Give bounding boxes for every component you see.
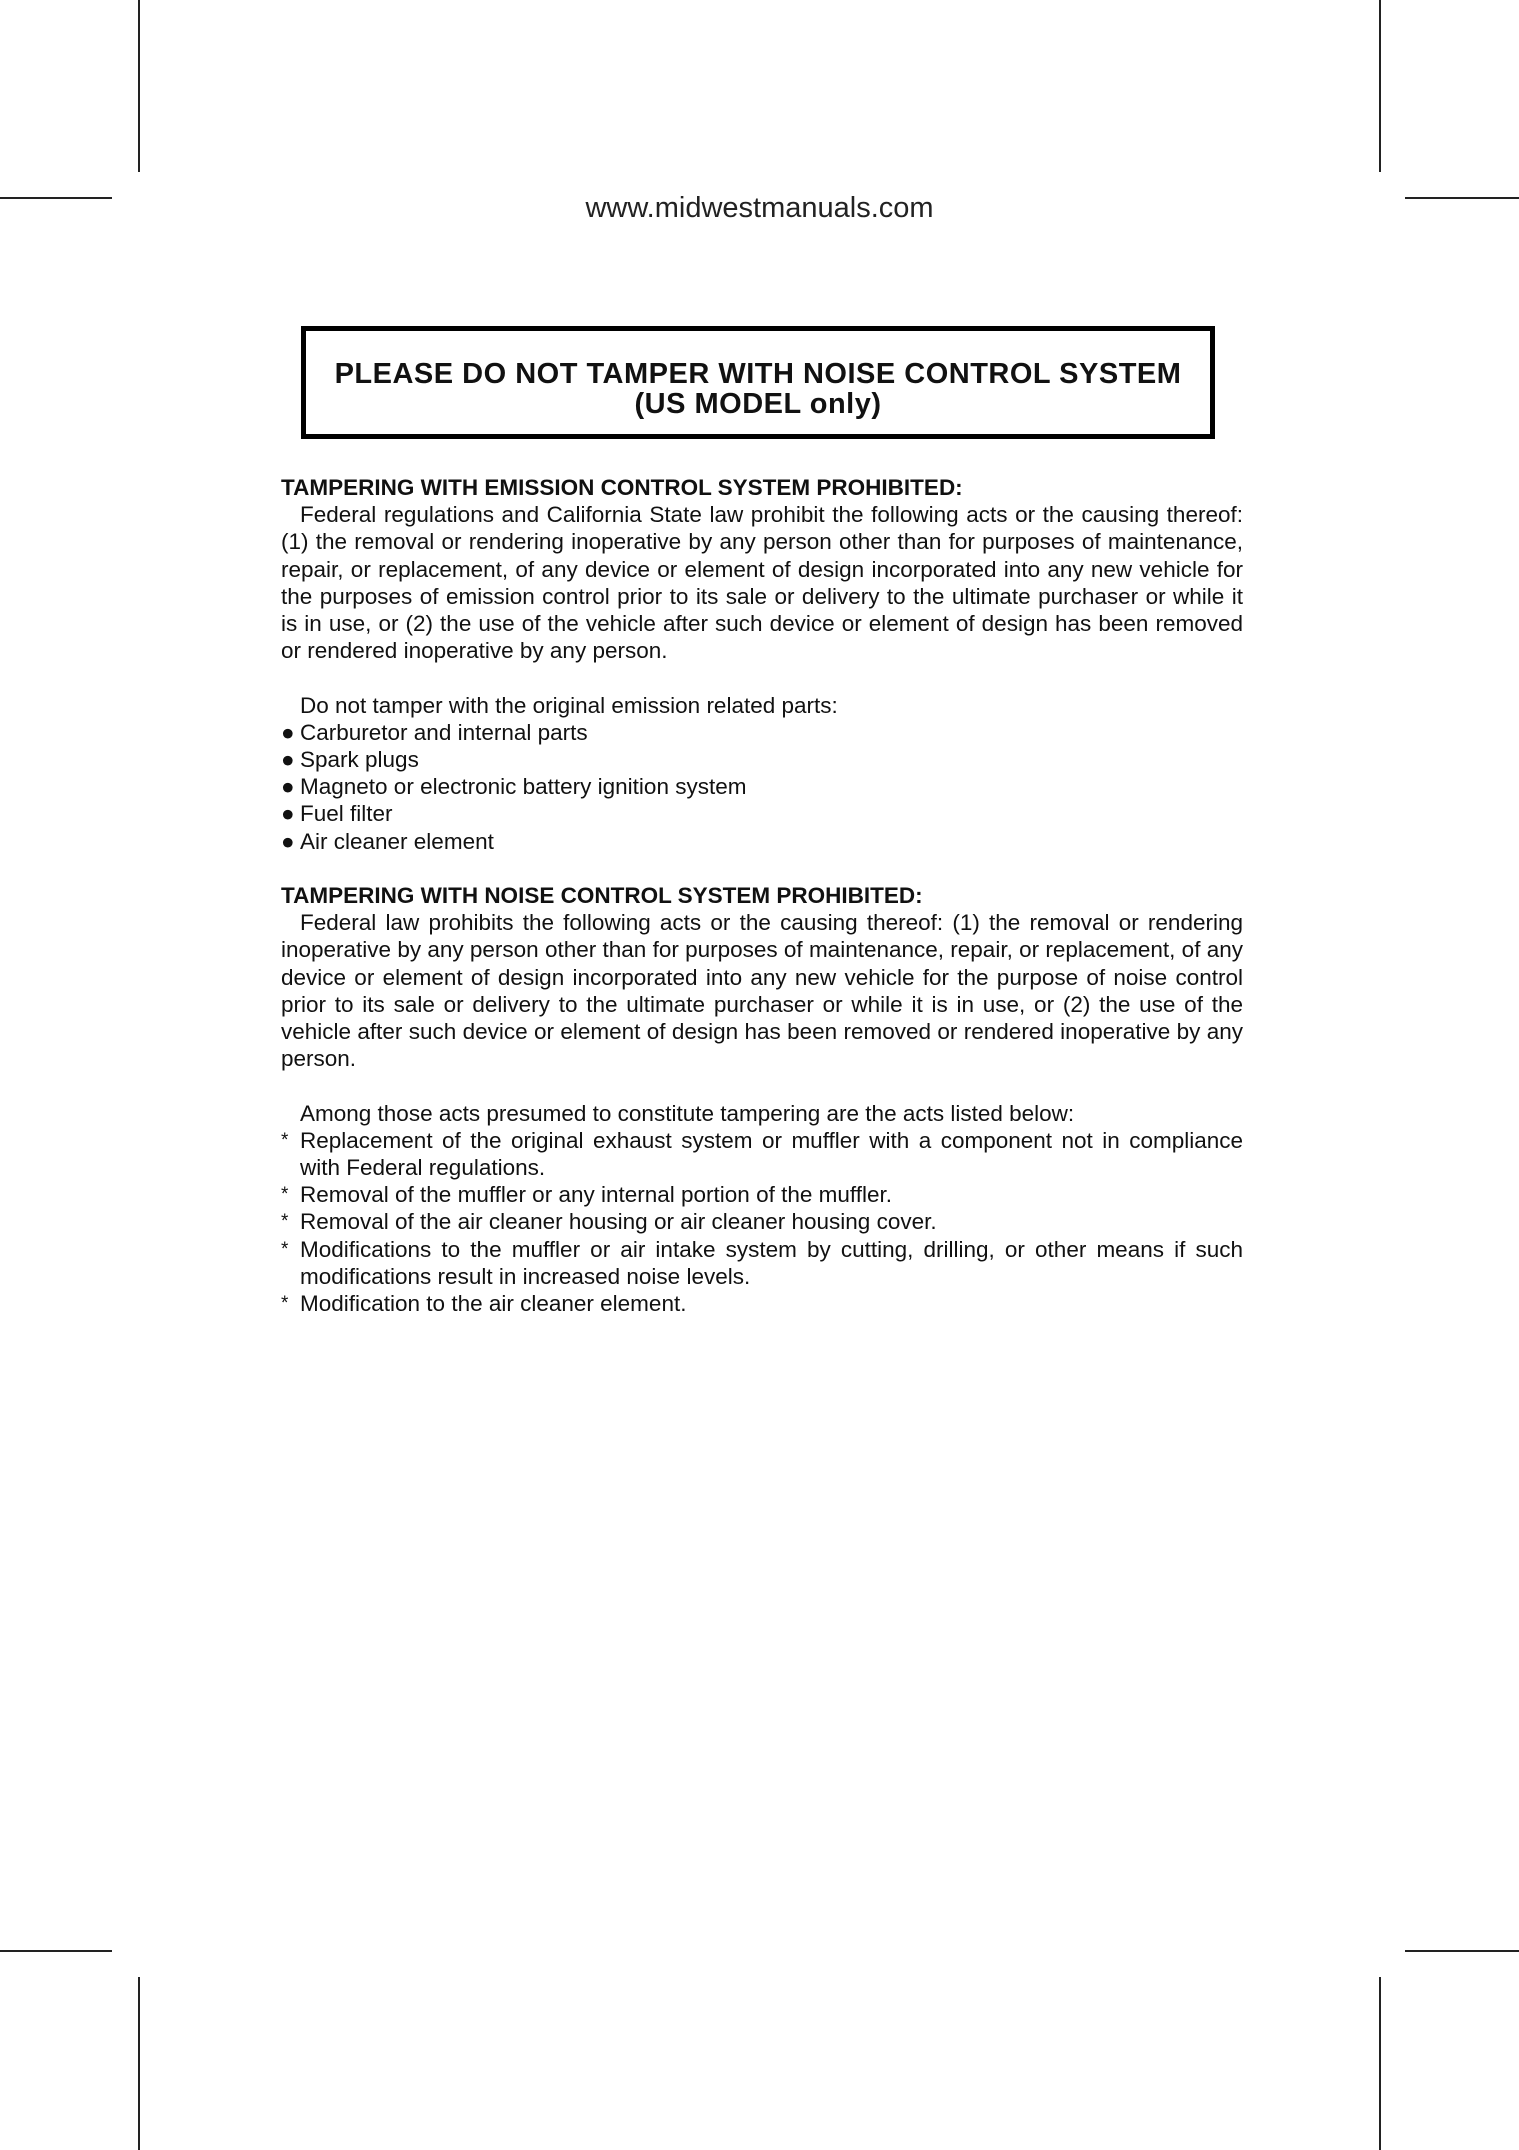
spacer <box>281 1072 1243 1099</box>
asterisk-icon: * <box>281 1129 289 1151</box>
noise-acts-list <box>281 1127 1243 1317</box>
asterisk-icon: * <box>281 1211 289 1233</box>
crop-mark-top-right-vertical <box>1379 0 1381 172</box>
spacer <box>281 855 1243 882</box>
list-item-text: Replacement of the original exhaust system or muffler with a component not in compliance with Federal regulations. <box>300 1127 1243 1181</box>
asterisk-icon: * <box>281 1293 289 1315</box>
list-item <box>281 828 1243 855</box>
bullet-icon: ● <box>281 801 295 827</box>
list-item <box>281 746 1243 773</box>
list-item-text: Removal of the muffler or any internal portion of the muffler. <box>300 1182 892 1208</box>
spacer <box>281 664 1243 691</box>
list-item-text: Modifications to the muffler or air intake system by cutting, drilling, or other means if such modifications result in increased noise levels. <box>300 1236 1243 1289</box>
crop-mark-bottom-right-horizontal <box>1405 1950 1519 1952</box>
list-item <box>281 1236 1243 1290</box>
bullet-icon: ● <box>281 747 295 773</box>
banner-title: PLEASE DO NOT TAMPER WITH NOISE CONTROL SYSTEM <box>334 358 1182 390</box>
asterisk-icon: * <box>281 1238 289 1260</box>
list-item-text: Removal of the air cleaner housing or air cleaner housing cover. <box>300 1209 937 1235</box>
list-item-text: Magneto or electronic battery ignition system <box>300 774 747 800</box>
noise-paragraph: Federal law prohibits the following acts or the causing thereof: (1) the removal or rendering inoperative by any person other than for purposes of maintenance, repair, or replacement, of any device or element of design incorporated into any new vehicle for the purpose of noise control prior to its sale or delivery to the ultimate purchaser or while it is in use, or (2) the use of the vehicle after such device or element of design has been removed or rendered inoperative by any person. <box>281 910 1243 1072</box>
crop-mark-bottom-right-vertical <box>1379 1977 1381 2150</box>
banner-subtitle: (US MODEL only) <box>634 388 882 420</box>
list-item <box>281 1208 1243 1235</box>
emission-heading: TAMPERING WITH EMISSION CONTROL SYSTEM PROHIBITED: <box>281 475 963 500</box>
list-item <box>281 719 1243 746</box>
list-item-text: Spark plugs <box>300 747 419 773</box>
crop-mark-bottom-left-horizontal <box>0 1950 112 1952</box>
list-item <box>281 800 1243 827</box>
list-item-text: Air cleaner element <box>300 828 494 854</box>
noise-heading: TAMPERING WITH NOISE CONTROL SYSTEM PROHIBITED: <box>281 883 923 909</box>
list-item <box>281 1290 1243 1317</box>
warning-banner <box>301 326 1215 439</box>
website-url: www.midwestmanuals.com <box>585 192 934 224</box>
bullet-icon: ● <box>281 774 295 800</box>
list-item <box>281 773 1243 800</box>
list-item <box>281 1127 1243 1181</box>
noise-acts-intro: Among those acts presumed to constitute tampering are the acts listed below: <box>300 1100 1075 1126</box>
list-item-text: Modification to the air cleaner element. <box>300 1291 687 1317</box>
list-item <box>281 1181 1243 1208</box>
list-item-text: Carburetor and internal parts <box>300 719 588 745</box>
crop-mark-top-left-vertical <box>138 0 140 172</box>
document-body <box>281 474 1243 1317</box>
emission-paragraph: Federal regulations and California State law prohibit the following acts or the causing thereof: (1) the removal or rendering inoperative by any person other than for purposes of maintenance, repair, or replacement, of any device or element of design incorporated into any new vehicle for the purposes of emission control prior to its sale or delivery to the ultimate purchaser or while it is in use, or (2) the use of the vehicle after such device or element of design has been removed or rendered inoperative by any person. <box>281 502 1243 664</box>
list-item-text: Fuel filter <box>300 801 393 827</box>
asterisk-icon: * <box>281 1184 289 1206</box>
emission-parts-list <box>281 719 1243 855</box>
crop-mark-bottom-left-vertical <box>138 1977 140 2150</box>
bullet-icon: ● <box>281 719 295 745</box>
bullet-icon: ● <box>281 828 295 854</box>
emission-parts-intro: Do not tamper with the original emission related parts: <box>300 692 838 718</box>
